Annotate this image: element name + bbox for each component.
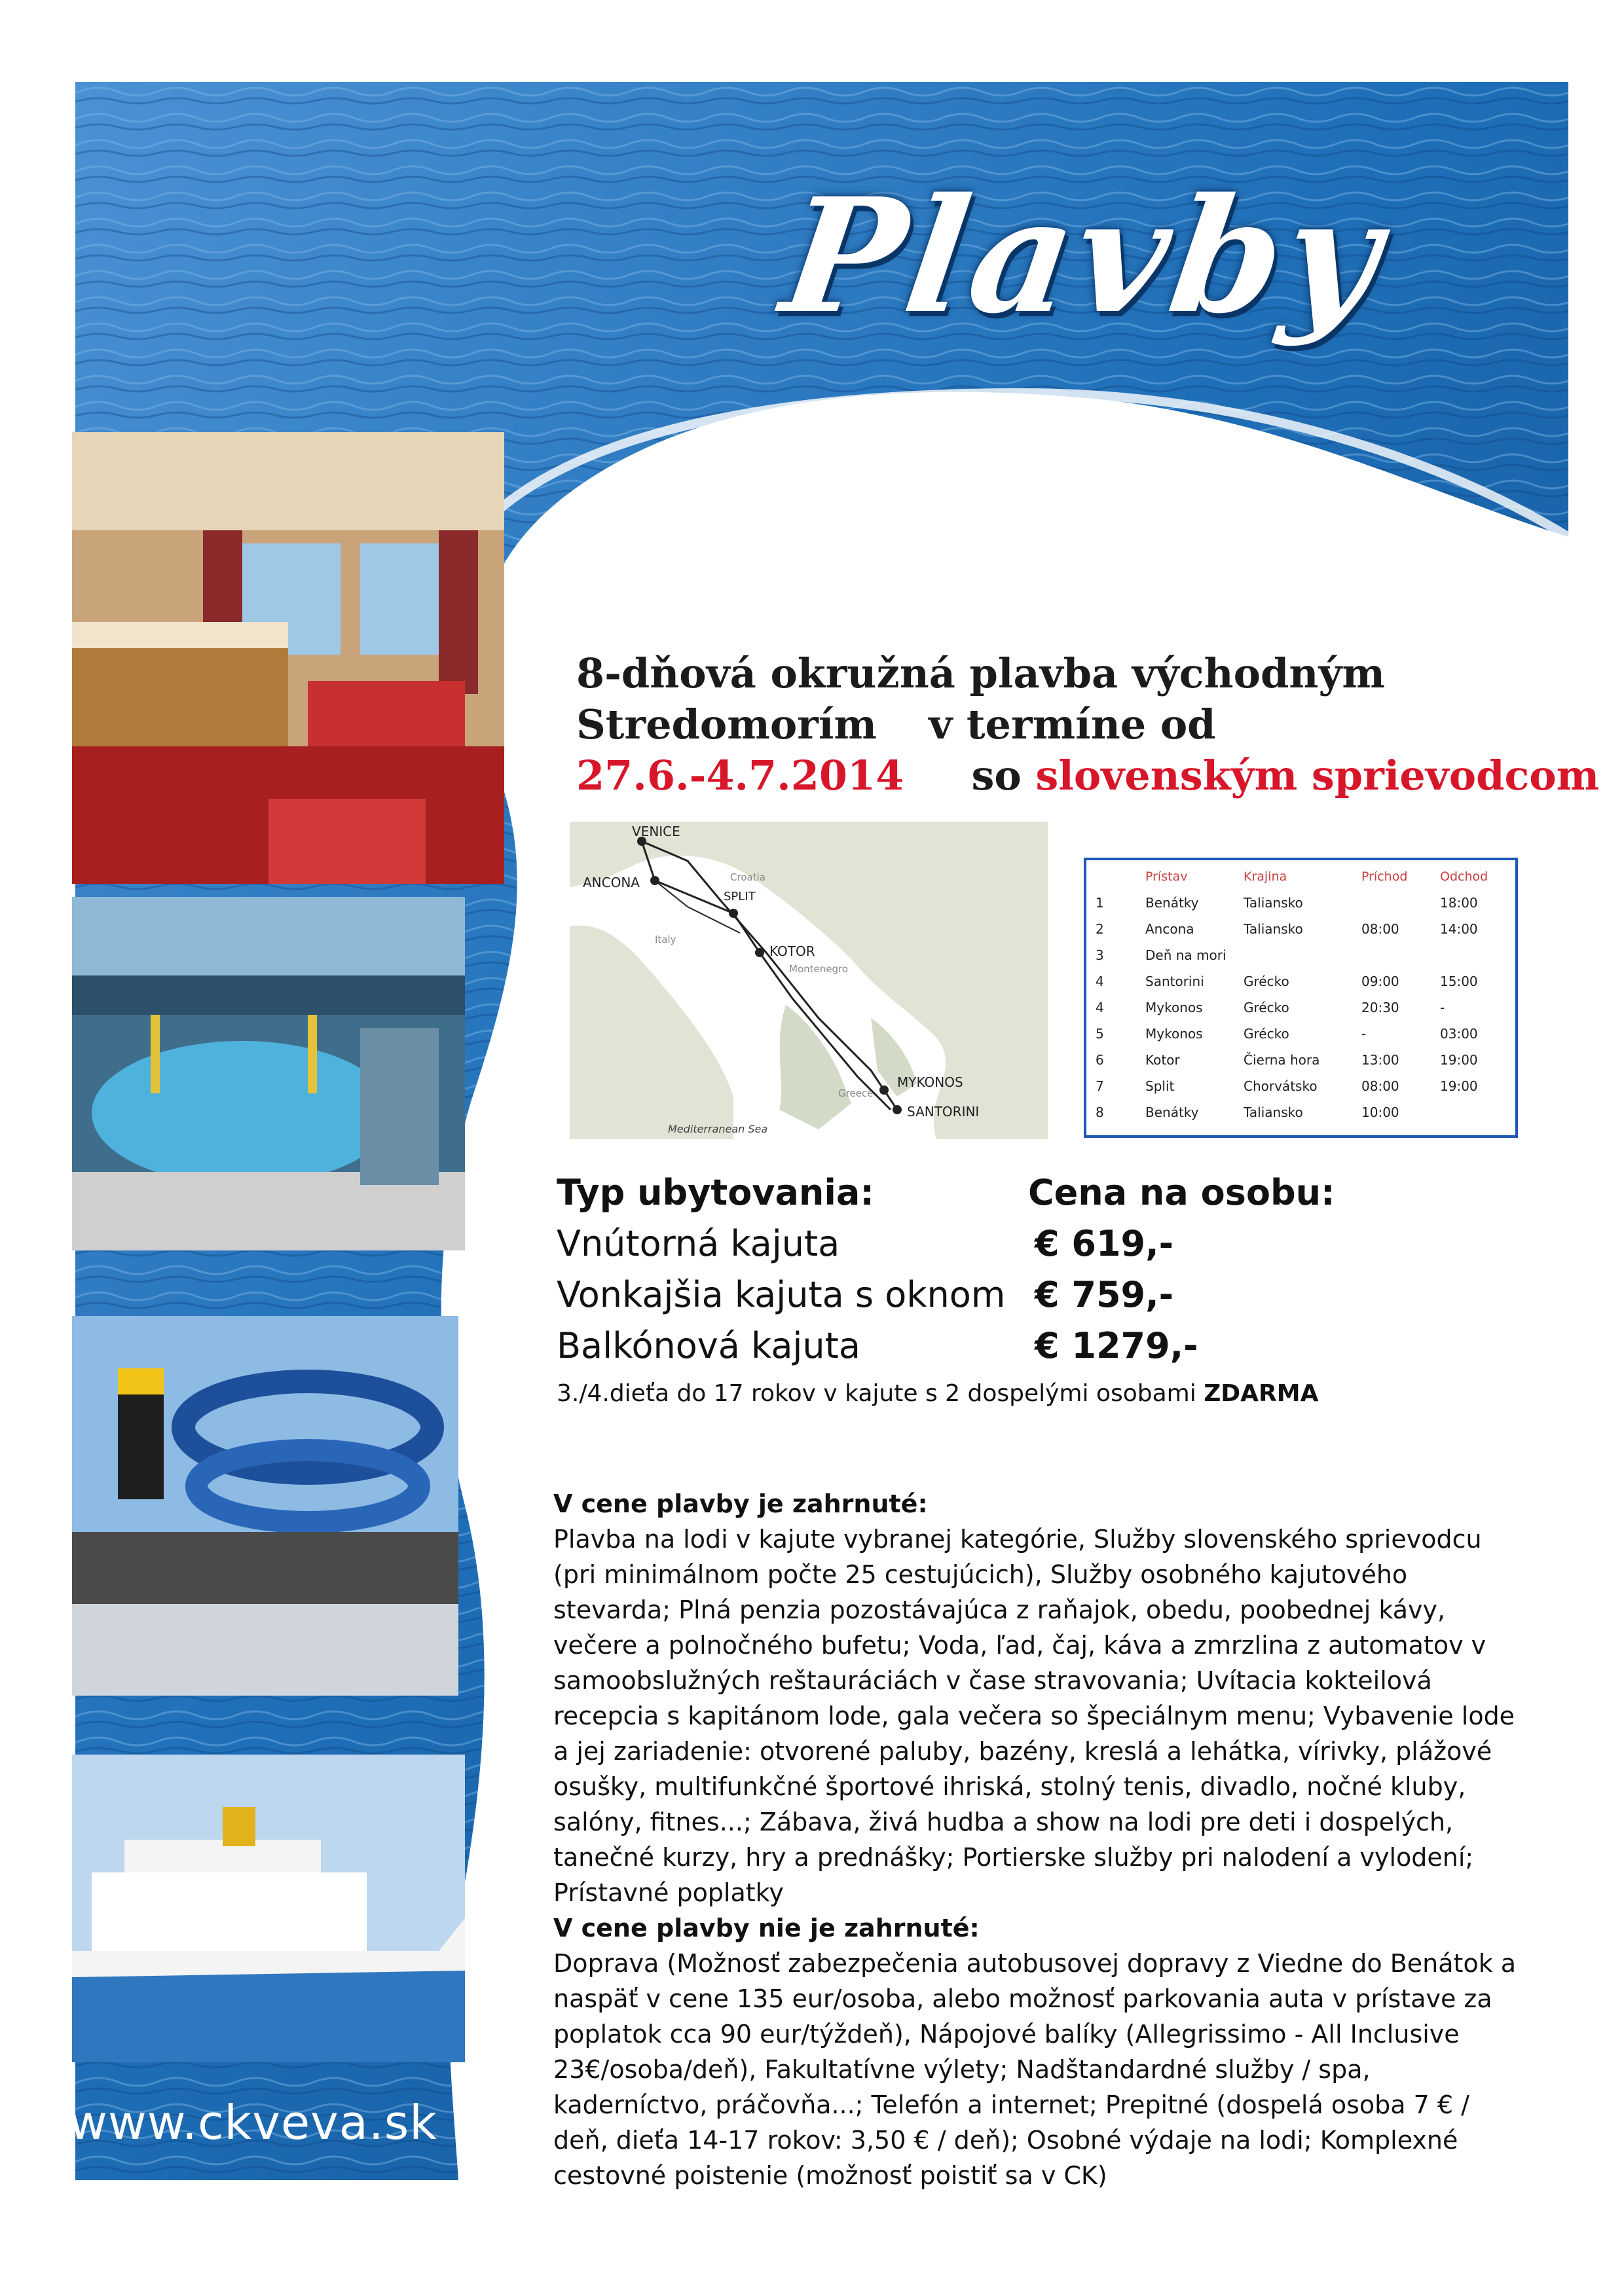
- headline-region: Stredomorím: [576, 701, 877, 748]
- price-item-value: € 759,-: [1035, 1274, 1174, 1315]
- not-included-text: Doprava (Možnosť zabezpečenia autobusovej dopravy z Viedne do Benátok a naspäť v cene 135 eur/osoba, alebo možnosť parkovania auta v prístave za poplatok cca 90 eur/týždeň), Nápojové balíky (Allegrissimo - All Inclusive 23€/osoba/deň), Fakultatívne výlety; Nadštandardné služby / spa, kaderníctvo, práčovňa...; Telefón a internet; Prepitné (dospelá osoba 7 € / deň, dieťa 14-17 rokov: 3,50 € / deň); Osobné výdaje na lodi; Komplexné cestovné poistenie (možnosť poistiť sa v CK): [553, 1949, 1517, 2190]
- headline: [576, 648, 1600, 801]
- included-text: Plavba na lodi v kajute vybranej kategórie, Služby slovenského sprievodcu (pri minimálnom počte 25 cestujúcich), Služby osobného kajutového stevarda; Plná penzia pozostávajúca z raňajok, obedu, poobednej kávy, večere a polnočného bufetu; Voda, ľad, čaj, káva a zmrzlina z automatov v samoobslužných reštauráciách v čase stravovania; Uvítacia kokteilová recepcia s kapitánom lode, gala večera so špeciálnym menu; Vybavenie lode a jej zariadenie: otvorené paluby, bazény, kreslá a lehátka, vírivky, plážové osušky, multifunkčné športové ihriská, stolný tenis, divadlo, nočné kluby, salóny, fitnes...; Zábava, živá hudba a show na lodi pre deti i dospelých, tanečné kurzy, hry a prednášky; Portierske služby pri nalodení a vylodení; Prístavné poplatky: [553, 1525, 1515, 1907]
- itinerary-cell-arrival: 08:00: [1361, 921, 1399, 937]
- price-item-name: Vonkajšia kajuta s oknom: [557, 1274, 1006, 1315]
- map-label-santorini: SANTORINI: [907, 1104, 980, 1120]
- map-label-croatia: Croatia: [730, 871, 766, 883]
- itinerary-table: [1084, 858, 1518, 1138]
- not-included-title: V cene plavby nie je zahrnuté:: [553, 1914, 980, 1942]
- itinerary-header-departure: Odchod: [1440, 869, 1488, 884]
- itinerary-cell-port: Santorini: [1145, 974, 1204, 989]
- itinerary-cell-arrival: -: [1361, 1026, 1367, 1042]
- map-label-greece: Greece: [838, 1087, 874, 1099]
- itinerary-cell-day: 2: [1096, 921, 1104, 937]
- map-label-sea: Mediterranean Sea: [668, 1123, 768, 1135]
- price-item-value: € 619,-: [1035, 1223, 1174, 1264]
- itinerary-row: [1086, 1023, 1515, 1045]
- itinerary-cell-port: Kotor: [1145, 1052, 1180, 1068]
- map-label-venice: VENICE: [632, 824, 680, 839]
- itinerary-row: [1086, 970, 1515, 993]
- itinerary-cell-day: 3: [1096, 947, 1104, 963]
- map-label-split: SPLIT: [724, 890, 756, 903]
- itinerary-row: [1086, 918, 1515, 940]
- itinerary-cell-port: Deň na mori: [1145, 947, 1227, 963]
- itinerary-cell-arrival: 20:30: [1361, 1000, 1399, 1015]
- itinerary-cell-departure: 19:00: [1440, 1078, 1478, 1094]
- headline-line3: [576, 750, 1600, 801]
- itinerary-cell-arrival: 08:00: [1361, 1078, 1399, 1094]
- itinerary-cell-arrival: 10:00: [1361, 1104, 1399, 1120]
- route-map: [570, 822, 1048, 1139]
- itinerary-cell-day: 4: [1096, 974, 1104, 989]
- waterslide-photo: [72, 1316, 458, 1696]
- accommodation-type-header: Typ ubytovania:: [557, 1172, 874, 1213]
- price-item-value: € 1279,-: [1035, 1325, 1198, 1366]
- itinerary-cell-country: Chorvátsko: [1244, 1078, 1318, 1094]
- website-link[interactable]: www.ckveva.sk: [69, 2095, 437, 2150]
- itinerary-cell-day: 5: [1096, 1026, 1104, 1042]
- itinerary-cell-arrival: 09:00: [1361, 974, 1399, 989]
- itinerary-cell-country: Grécko: [1244, 1000, 1289, 1015]
- itinerary-cell-port: Split: [1145, 1078, 1175, 1094]
- cabin-photo: [72, 432, 504, 884]
- itinerary-row: [1086, 996, 1515, 1019]
- included-title: V cene plavby je zahrnuté:: [553, 1489, 928, 1518]
- itinerary-cell-country: Grécko: [1244, 974, 1289, 989]
- headline-so: so: [971, 752, 1022, 799]
- price-item-name: Vnútorná kajuta: [557, 1223, 840, 1264]
- itinerary-row: [1086, 892, 1515, 914]
- headline-guide: slovenským sprievodcom: [1035, 752, 1600, 799]
- itinerary-cell-country: Taliansko: [1244, 1104, 1303, 1120]
- itinerary-header-row: [1086, 866, 1515, 888]
- itinerary-cell-port: Ancona: [1145, 921, 1194, 937]
- price-per-person-header: Cena na osobu:: [1028, 1172, 1335, 1213]
- child-free-label: ZDARMA: [1204, 1380, 1319, 1407]
- price-item-name: Balkónová kajuta: [557, 1325, 860, 1366]
- title-banner: [773, 164, 1395, 348]
- page-title: Plavby: [773, 164, 1395, 348]
- itinerary-header-country: Krajina: [1244, 869, 1287, 884]
- itinerary-cell-day: 4: [1096, 1000, 1104, 1015]
- itinerary-cell-port: Mykonos: [1145, 1000, 1203, 1015]
- itinerary-cell-departure: 18:00: [1440, 895, 1478, 911]
- map-label-montenegro: Montenegro: [789, 963, 849, 975]
- itinerary-header-port: Prístav: [1145, 869, 1188, 884]
- cruise-ship-photo: [72, 1755, 465, 2062]
- map-label-mykonos: MYKONOS: [897, 1074, 963, 1090]
- itinerary-cell-arrival: 13:00: [1361, 1052, 1399, 1068]
- itinerary-cell-departure: 03:00: [1440, 1026, 1478, 1042]
- itinerary-cell-day: 6: [1096, 1052, 1104, 1068]
- itinerary-cell-departure: -: [1440, 1000, 1445, 1015]
- headline-dates: 27.6.-4.7.2014: [576, 752, 904, 799]
- itinerary-row: [1086, 1075, 1515, 1097]
- map-label-ancona: ANCONA: [583, 875, 640, 890]
- itinerary-row: [1086, 944, 1515, 966]
- itinerary-cell-port: Benátky: [1145, 1104, 1199, 1120]
- itinerary-cell-departure: 14:00: [1440, 921, 1478, 937]
- itinerary-cell-departure: 19:00: [1440, 1052, 1478, 1068]
- itinerary-header-arrival: Príchod: [1361, 869, 1408, 884]
- pool-deck-photo: [72, 897, 465, 1250]
- child-free-note: [557, 1380, 1318, 1407]
- itinerary-cell-country: Čierna hora: [1244, 1052, 1320, 1068]
- itinerary-cell-country: Taliansko: [1244, 921, 1303, 937]
- itinerary-cell-country: Taliansko: [1244, 895, 1303, 911]
- itinerary-cell-port: Mykonos: [1145, 1026, 1203, 1042]
- itinerary-cell-departure: 15:00: [1440, 974, 1478, 989]
- headline-line1: 8-dňová okružná plavba východným: [576, 649, 1386, 697]
- child-note-text: 3./4.dieťa do 17 rokov v kajute s 2 dospelými osobami: [557, 1380, 1196, 1407]
- itinerary-cell-day: 1: [1096, 895, 1104, 911]
- itinerary-row: [1086, 1101, 1515, 1123]
- headline-line2: [576, 699, 1559, 750]
- itinerary-cell-country: Grécko: [1244, 1026, 1289, 1042]
- itinerary-row: [1086, 1049, 1515, 1071]
- itinerary-cell-day: 7: [1096, 1078, 1104, 1094]
- itinerary-cell-port: Benátky: [1145, 895, 1199, 911]
- included-section: [553, 1486, 1529, 2193]
- headline-term: v termíne od: [929, 701, 1216, 748]
- itinerary-cell-day: 8: [1096, 1104, 1104, 1120]
- map-label-italy: Italy: [655, 934, 676, 945]
- map-label-kotor: KOTOR: [769, 943, 815, 959]
